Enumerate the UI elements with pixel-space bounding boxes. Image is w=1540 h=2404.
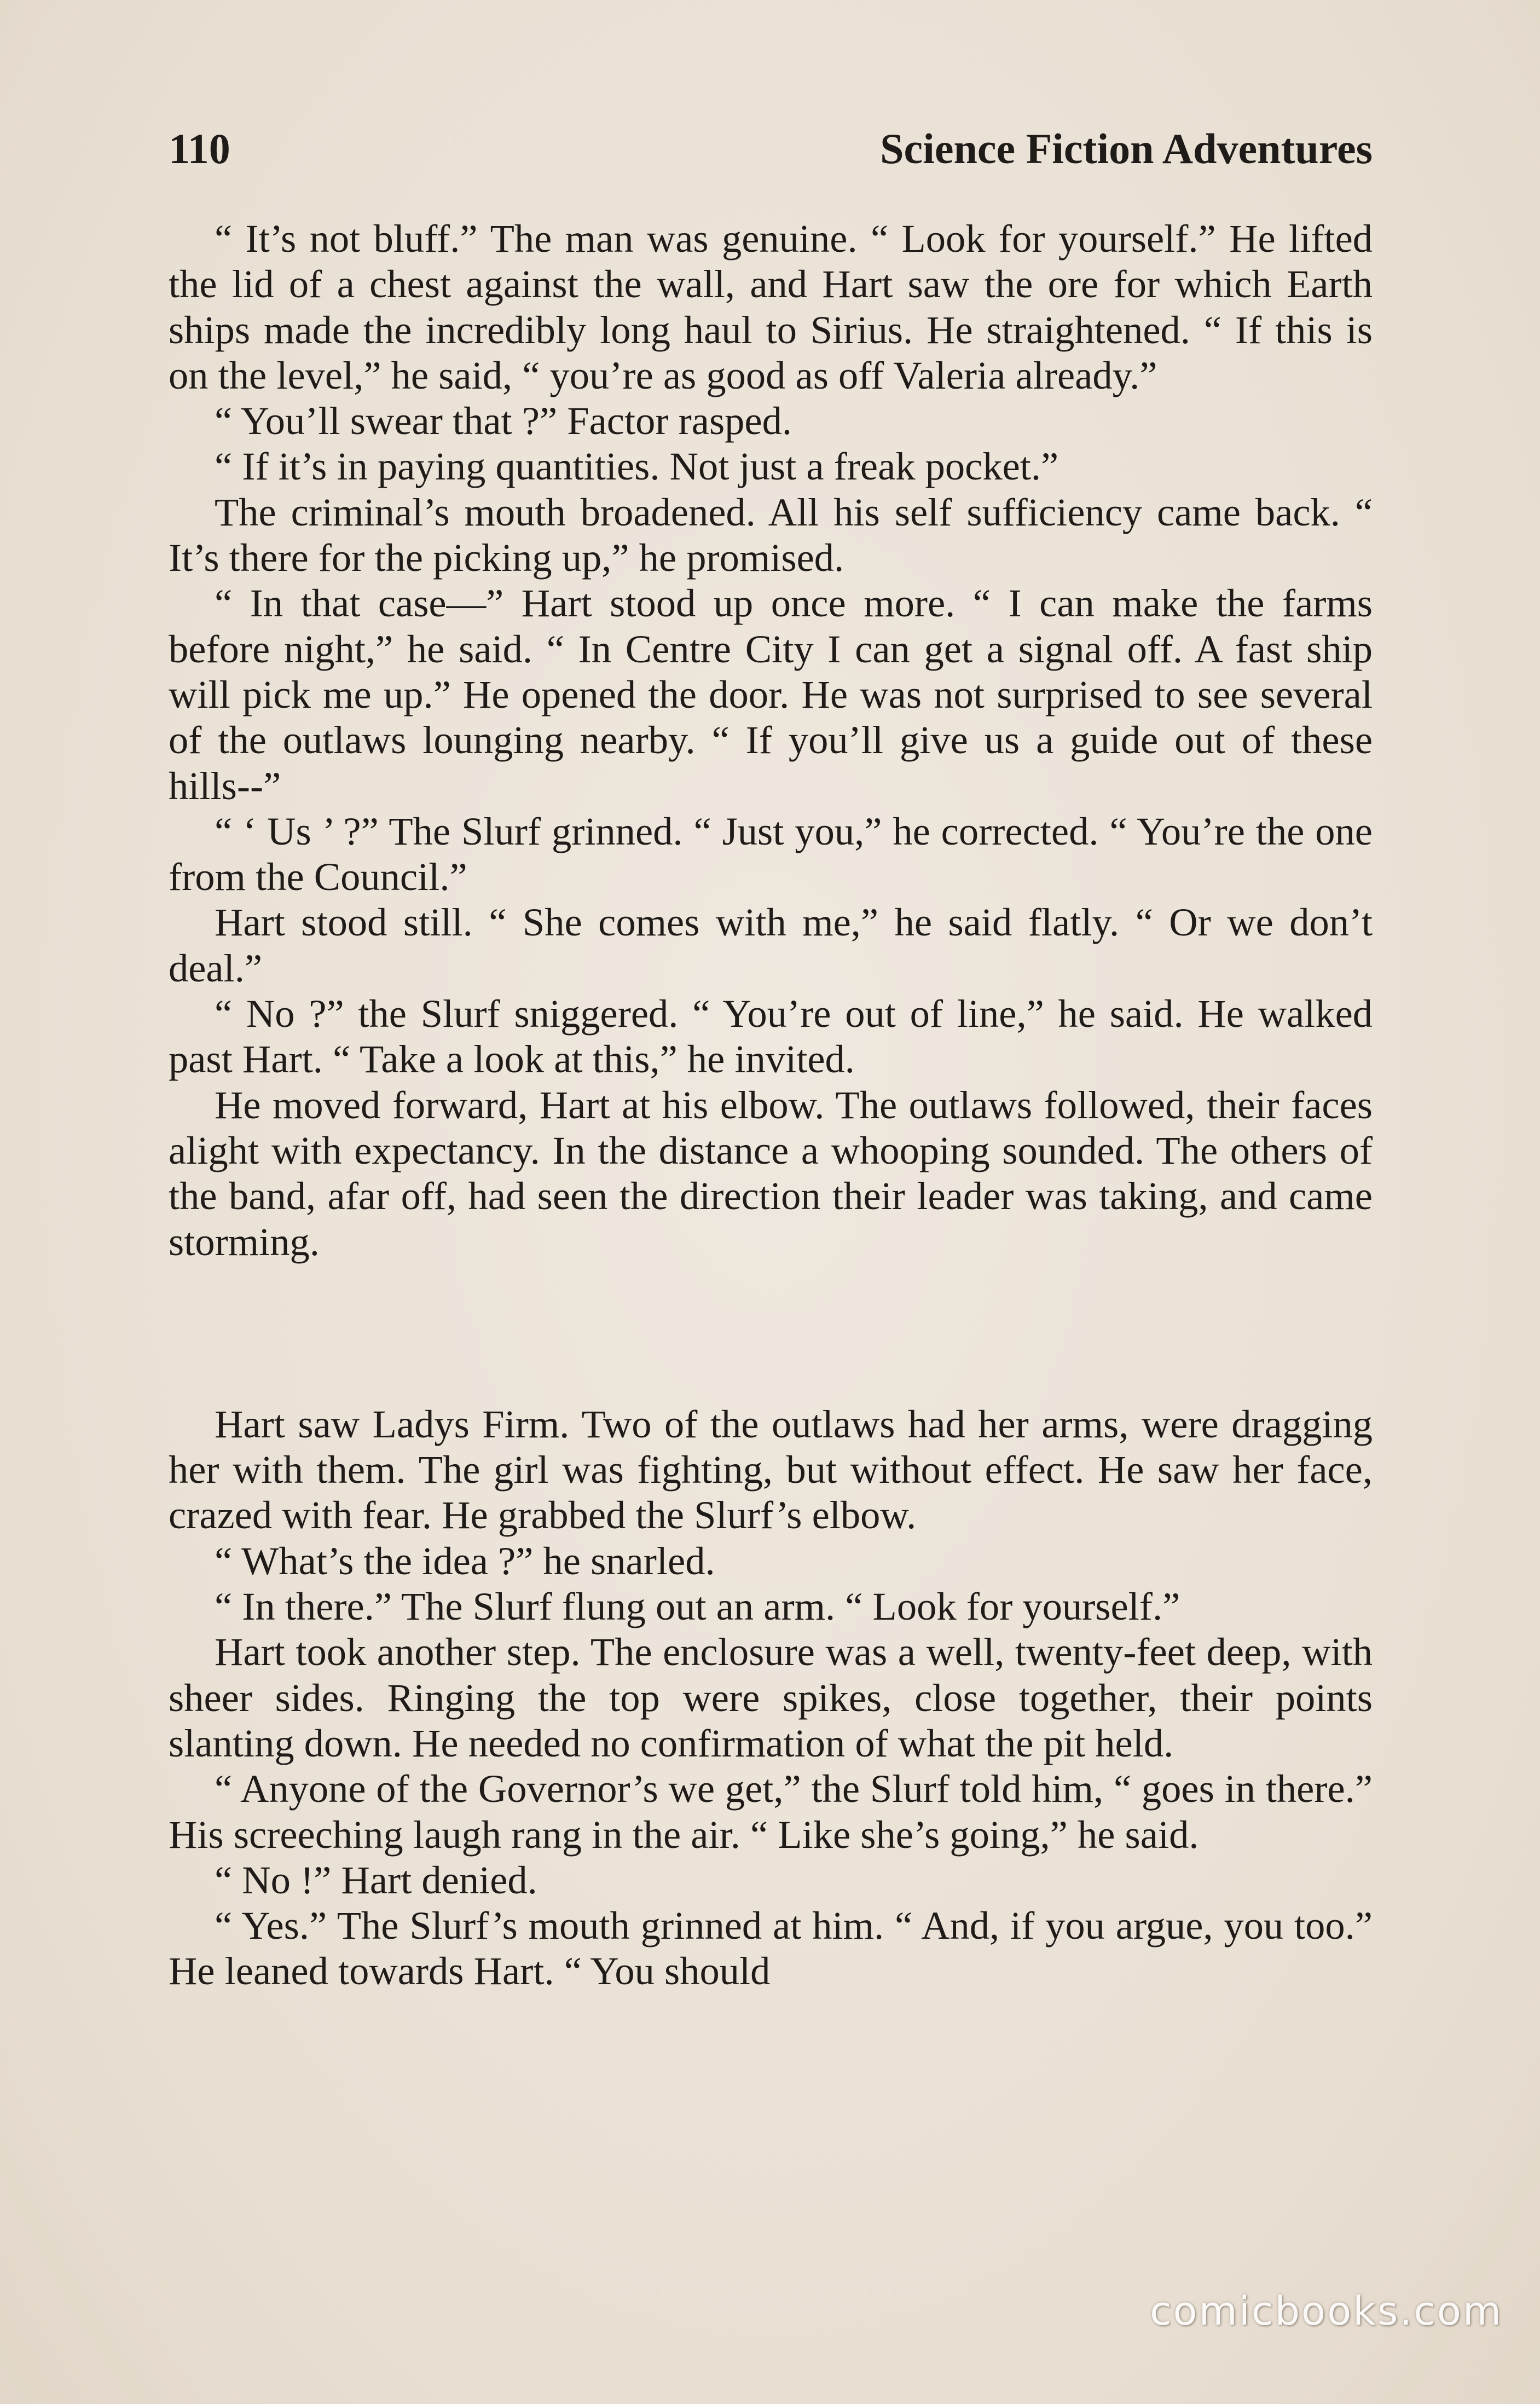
paragraph: “ What’s the idea ?” he snarled. — [215, 1538, 715, 1583]
paragraph: Hart saw Ladys Firm. Two of the outlaws had her arms, were dragging her with them. The girl was fighting, but without effect. He saw her face, crazed with fear. He grabbed the Slurf’s elbow. — [169, 1401, 1373, 1538]
body-text — [169, 216, 1373, 1994]
paragraph: Hart stood still. “ She comes with me,” he said flatly. “ Or we don’t deal.” — [169, 900, 1373, 990]
paragraph: “ ‘ Us ’ ?” The Slurf grinned. “ Just you,” he corrected. “ You’re the one from the Council.” — [169, 808, 1373, 899]
paragraph: “ In there.” The Slurf flung out an arm. “ Look for yourself.” — [215, 1584, 1180, 1629]
paragraph: The criminal’s mouth broadened. All his self sufficiency came back. “ It’s there for the picking up,” he promised. — [169, 489, 1373, 580]
section-break — [169, 1264, 1373, 1401]
running-title: Science Fiction Adventures — [880, 125, 1373, 172]
page-header — [169, 122, 1373, 176]
paragraph: “ If it’s in paying quantities. Not just a freak pocket.” — [215, 444, 1059, 489]
paragraph: “ No !” Hart denied. — [215, 1857, 537, 1902]
paragraph: “ It’s not bluff.” The man was genuine. “ Look for yourself.” He lifted the lid of a chest against the wall, and Hart saw the ore for which Earth ships made the incredibly long haul to Sirius. He straightened. “ If this is on the level,” he said, “ you’re as good as off Valeria already.” — [169, 216, 1373, 397]
paragraph: “ In that case—” Hart stood up once more. “ I can make the farms before night,” he said. “ In Centre City I can get a signal off. A fast ship will pick me up.” He opened the door. He was not surprised to see several of the outlaws lounging nearby. “ If you’ll give us a guide out of these hills--” — [169, 581, 1373, 808]
page-number: 110 — [169, 125, 230, 172]
paragraph: “ You’ll swear that ?” Factor rasped. — [215, 398, 792, 443]
paragraph: Hart took another step. The enclosure was a well, twenty-feet deep, with sheer sides. Ringing the top were spikes, close together, their points slanting down. He needed no confirmation of what the pit held. — [169, 1629, 1373, 1765]
paragraph: He moved forward, Hart at his elbow. The outlaws followed, their faces alight with expectancy. In the distance a whooping sounded. The others of the band, afar off, had seen the direction their leader was taking, and came storming. — [169, 1082, 1373, 1264]
paragraph: “ Anyone of the Governor’s we get,” the Slurf told him, “ goes in there.” His screeching laugh rang in the air. “ Like she’s going,” he said. — [169, 1766, 1373, 1857]
paragraph: “ No ?” the Slurf sniggered. “ You’re out of line,” he said. He walked past Hart. “ Take a look at this,” he invited. — [169, 991, 1373, 1082]
source-watermark: comicbooks.com — [1149, 2288, 1503, 2334]
paragraph: “ Yes.” The Slurf’s mouth grinned at him. “ And, if you argue, you too.” He leaned towards Hart. “ You should — [169, 1903, 1373, 1993]
